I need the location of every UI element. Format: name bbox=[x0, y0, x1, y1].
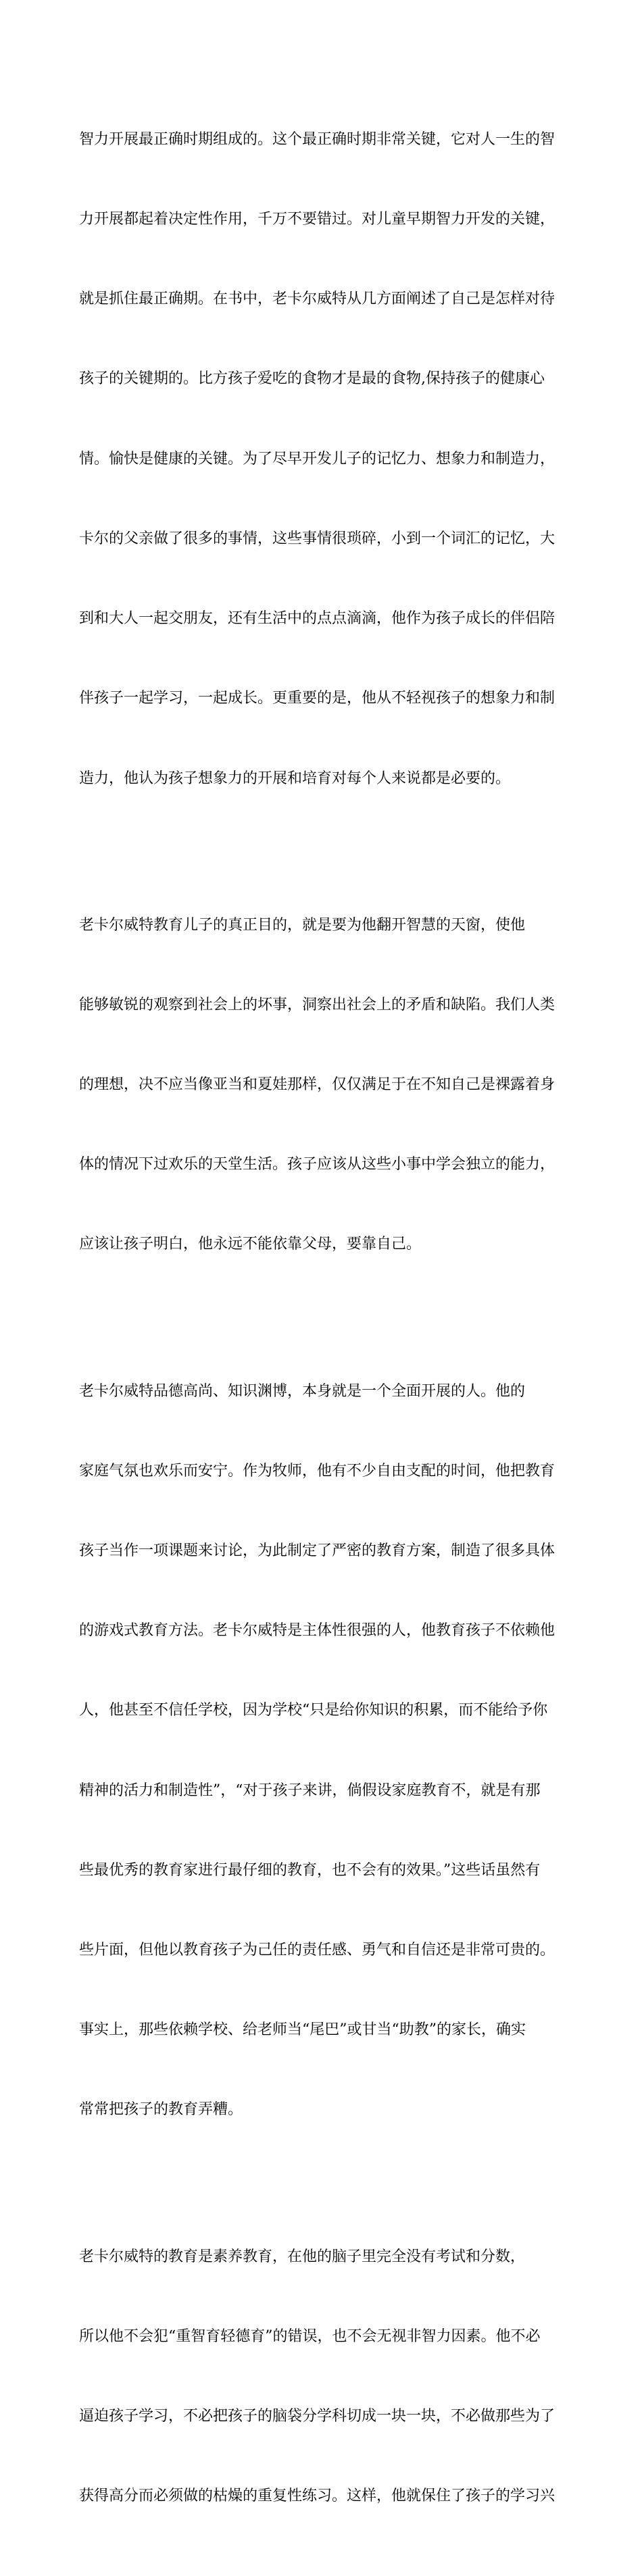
paragraph-4 bbox=[79, 2190, 561, 2563]
text-line: 逼迫孩子学习，不必把孩子的脑袋分学科切成一块一块，不必做那些为了 bbox=[79, 2407, 555, 2425]
text-line: 力开展都起着决定性作用，千万不要错过。对儿童早期智力开发的关键， bbox=[79, 211, 555, 228]
text-line: 事实上，那些依赖学校、给老师当“尾巴”或甘当“助教”的家长，确实 bbox=[79, 2021, 526, 2039]
text-line: 老卡尔威特的教育是素养教育，在他的脑子里完全没有考试和分数， bbox=[79, 2248, 526, 2265]
text-line: 能够敏锐的观察到社会上的坏事，洞察出社会上的矛盾和缺陷。我们人类 bbox=[79, 996, 555, 1013]
paragraph-1 bbox=[79, 73, 561, 845]
text-line: 的理想，决不应当像亚当和夏娃那样，仅仅满足于在不知自己是裸露着身 bbox=[79, 1076, 555, 1094]
text-line: 卡尔的父亲做了很多的事情，这些事情很琐碎，小到一个词汇的记忆，大 bbox=[79, 530, 555, 547]
paragraph-3 bbox=[79, 1325, 561, 2177]
text-line: 智力开展最正确时期组成的。这个最正确时期非常关键，它对人一生的智 bbox=[79, 130, 555, 148]
text-line: 的游戏式教育方法。老卡尔威特是主体性很强的人，他教育孩子不依赖他 bbox=[79, 1622, 555, 1640]
text-line: 体的情况下过欢乐的天堂生活。孩子应该从这些小事中学会独立的能力， bbox=[79, 1156, 555, 1173]
text-line: 到和大人一起交朋友，还有生活中的点点滴滴，他作为孩子成长的伴侣陪 bbox=[79, 610, 555, 628]
text-line: 孩子当作一项课题来讨论，为此制定了严密的教育方案，制造了很多具体 bbox=[79, 1542, 555, 1559]
paragraph-2 bbox=[79, 859, 561, 1311]
text-line: 所以他不会犯“重智育轻德育”的错误，也不会无视非智力因素。他不必 bbox=[79, 2327, 541, 2345]
text-line: 些片面，但他以教育孩子为己任的责任感、勇气和自信还是非常可贵的。 bbox=[79, 1942, 555, 1959]
text-line: 孩子的关键期的。比方孩子爱吃的食物才是最的食物,保持孩子的健康心 bbox=[79, 370, 545, 388]
text-line: 伴孩子一起学习，一起成长。更重要的是，他从不轻视孩子的想象力和制 bbox=[79, 690, 555, 707]
text-line: 老卡尔威特品德高尚、知识渊博，本身就是一个全面开展的人。他的 bbox=[79, 1382, 526, 1400]
text-line: 家庭气氛也欢乐而安宁。作为牧师，他有不少自由支配的时间，他把教育 bbox=[79, 1462, 555, 1480]
document-body bbox=[79, 73, 561, 2576]
text-line: 应该让孩子明白，他永远不能依靠父母，要靠自己。 bbox=[79, 1236, 422, 1253]
text-line: 获得高分而必须做的枯燥的重复性练习。这样，他就保住了孩子的学习兴 bbox=[79, 2487, 555, 2505]
text-line: 些最优秀的教育家进行最仔细的教育，也不会有的效果。”这些话虽然有 bbox=[79, 1861, 541, 1879]
text-line: 常常把孩子的教育弄糟。 bbox=[79, 2101, 243, 2119]
text-line: 老卡尔威特教育儿子的真正目的，就是要为他翻开智慧的天窗，使他 bbox=[79, 916, 526, 934]
text-line: 造力，他认为孩子想象力的开展和培育对每个人来说都是必要的。 bbox=[79, 769, 511, 787]
text-line: 精神的活力和制造性”，“对于孩子来讲，倘假设家庭教育不，就是有那 bbox=[79, 1782, 541, 1799]
text-line: 人，他甚至不信任学校，因为学校“只是给你知识的积累，而不能给予你 bbox=[79, 1702, 548, 1719]
text-line: 情。愉快是健康的关键。为了尽早开发儿子的记忆力、想象力和制造力， bbox=[79, 450, 555, 468]
text-line: 就是抓住最正确期。在书中，老卡尔威特从几方面阐述了自己是怎样对待 bbox=[79, 291, 555, 308]
